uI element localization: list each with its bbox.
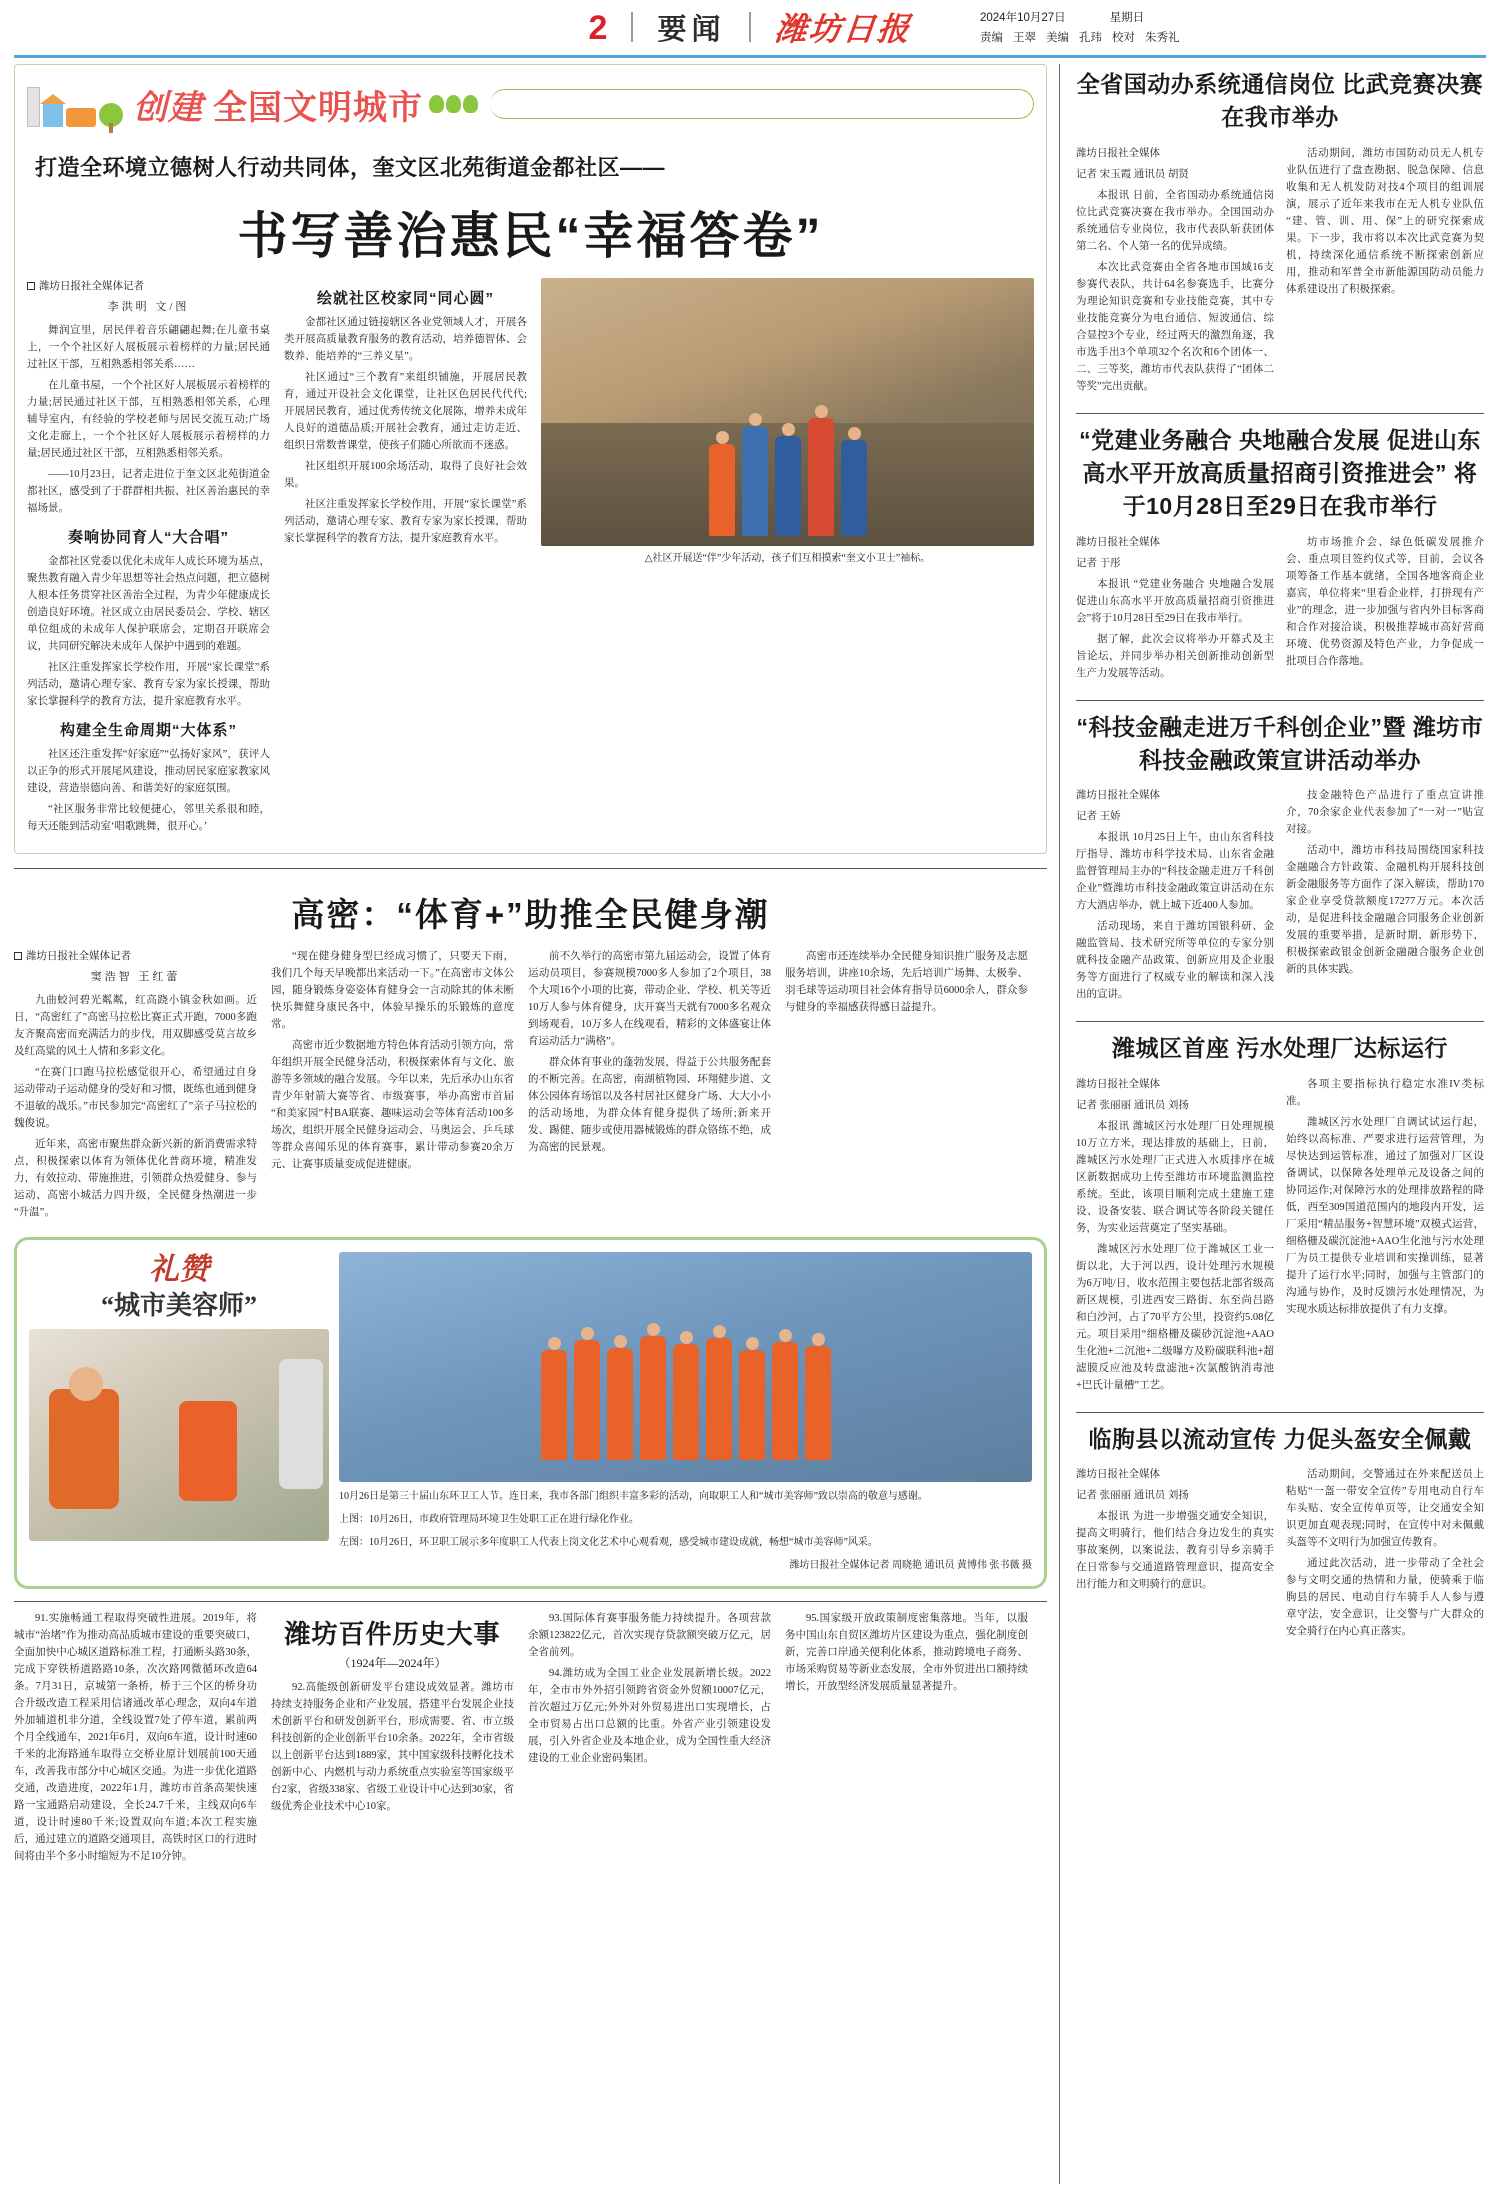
feature-col-1 [27,278,270,839]
feature-article [14,64,1047,854]
banner-trees-icon [429,95,478,113]
sanitation-badge-bottom: “城市美容师” [100,1291,257,1320]
right-article-2-p2: 技金融特色产品进行了重点宣讲推介，70余家企业代表参加了“一对一”贴宣对接。 [1286,790,1484,836]
right-rule-2 [1076,1021,1484,1022]
right-article-1-col2 [1286,534,1484,686]
gaomi-col-1 [14,948,257,1225]
sanitation-credit: 潍坊日报社全媒体记者 周晓艳 通讯员 黄博伟 张书薇 摄 [789,1560,1032,1571]
right-article-4-p0: 本报讯 为进一步增强交通安全知识，提高文明骑行，他们结合身边发生的真实事故案例，以案说法、教育引导乡亲骑手在日常参与交通道路管理意识，提高安全出行能力和文明骑行的意识。 [1076,1511,1274,1591]
feature-subhead-2: 构建全生命周期“大体系” [59,722,237,739]
art-editor-label: 美编 [1046,32,1069,45]
feature-s1-p0: 金都社区党委以优化未成年人成长环境为基点，聚焦教育融入青少年思想等社会热点问题，把立德树人根本任务贯穿社区善治全过程，为青少年健康成长创造良好环境。社区成立由居民委员会、学校、辖区单位组成的未成年人保护联席会，定期召开联席会议，共同研究解决未成年人保护中遇到的难题。 [27,556,270,652]
gaomi-article [14,868,1047,1225]
editor-name: 王翠 [1013,32,1036,45]
square-bullet-icon [14,952,22,960]
right-article-0-p2: 活动期间，潍坊市国防动员无人机专业队伍进行了盘查勘据、脱急保障、信息收集和无人机发防对技4个项目的组训展演，展示了近年来我市在无人机专业队伍“建、管、训、用、保”上的研究探索成果。下一步，我市将以本次比武竞赛为契机，持续深化通信系统不断探索创新应用，推动和军普全市新能源国防动员能力体系建设出了积极探索。 [1286,147,1484,295]
gaomi-byline-org-line [14,948,257,963]
photo-figure [709,444,735,536]
sanitation-group-figures [339,1336,1032,1460]
feature-s2-p1: “社区服务非常比较便捷心，邻里关系很和睦，每天还能到活动室‘唱歌跳舞，很开心。’ [27,804,270,832]
right-article-1 [1076,424,1484,686]
feature-photo [541,278,1034,546]
right-article-4-names: 记者 张丽丽 通讯员 刘扬 [1076,1490,1189,1502]
feature-s3-p2: 社区组织开展100余场活动，取得了良好社会效果。 [284,461,527,489]
right-article-1-p2: 坊市场推介会、绿色低碳发展推介会、重点项目签约仪式等，目前，会议各项筹备工作基本就绪，全国各地客商企业嘉宾，单位将来“里看企业样，打拼现有产业”的理念，进一步加强与省内外目标客商和合作对接洽谈，积极推荐城市高好营商环境、优势资源及特色产业，力争促成一批项目合作落地。 [1286,536,1484,667]
feature-p-0: 舞润宣里，居民伴着音乐翩翩起舞;在儿童书桌上，一个个社区好人展板展示着榜样的力量;居民通过社区干部，互相熟悉相邻关系…… [27,325,270,370]
masthead-divider-2 [749,12,751,42]
photo-figure [706,1338,732,1460]
right-article-3-p0: 本报讯 潍城区污水处理厂日处理规模10万立方米，现达排放的基础上，日前，潍城区污水处理厂正式进入水质排序在城区新数据成功上传至潍坊市环境监测监控系统。至此，该项目顺利完成土建施工建设、设备安装、联合调试等各阶段关键任务，为实业运营奠定了坚实基础。 [1076,1120,1274,1234]
art-editor-name: 孔玮 [1079,32,1102,45]
publish-date: 2024年10月27日 [980,12,1066,24]
history-title: 潍坊百件历史大事 [284,1619,501,1649]
photo-figure [541,1350,567,1460]
right-article-3-title: 潍城区首座 污水处理厂达标运行 [1112,1035,1448,1062]
right-article-1-p0: 本报讯 “党建业务融合 央地融合发展 促进山东高水平开放高质量招商引资推进会”将于10月28日至29日在我市举行。 [1076,578,1274,624]
masthead-meta [980,8,1180,48]
right-article-3-body [1076,1076,1484,1398]
history-col-1 [14,1610,257,1869]
right-article-1-title: “党建业务融合 央地融合发展 促进山东 高水平开放高质量招商引资推进会” 将于10月28日至29日在我市举行 [1079,426,1481,520]
sanitation-photo-left [29,1329,329,1541]
sanitation-photo-feature [14,1237,1047,1589]
masthead-center [588,8,914,47]
photo-worker [49,1389,119,1509]
feature-photo-col [541,278,1034,839]
weekday: 星期日 [1109,12,1145,24]
right-rule-0 [1076,413,1484,414]
photo-figure [673,1344,699,1460]
gaomi-p0: 九曲蛟河碧光粼粼，红高跷小镇金秋如画。近日，“高密红了”高密马拉松比赛正式开跑，7000多跑友齐聚高密而充满活力的步伐，用双脚感受莫言故乡及红高粱的风土人情和多彩文化。 [14,995,257,1057]
history-p4: 95.国家级开放政策制度密集落地。当年，以服务中国山东自贸区潍坊片区建设为重点，强化制度创新，完善口岸通关便利化体系，推动跨境电子商务、市场采购贸易等新业态发展，全市外贸进出口额持续增长，开放型经济发展质量显著提升。 [785,1613,1028,1692]
feature-s3-p0: 金都社区通过链接辖区各业党领域人才，开展各类开展高质量教育服务的教育活动，培养德智体、会数养、能培养的“三养义星”。 [284,317,527,362]
right-article-3-names: 记者 张丽丽 通讯员 刘扬 [1076,1099,1189,1111]
feature-col-2 [284,278,527,839]
banner-label-city: 全国文明城市 [213,88,423,127]
right-article-0-col1 [1076,145,1274,399]
history-p1: 92.高能级创新研发平台建设成效显著。潍坊市持续支持服务企业和产业发展，搭建平台发展企业技术创新平台和研发创新平台，形成需要、省、市立级科技创新的企业创新平台10余条。2022年，全市省级以上创新平台达到1889家，其中国家级科技孵化技术创新中心、内燃机与动力系统重点实验室等国家级平台2家，省级338家、省级工业设计中心达到30家，省级优秀企业技术中心10家。 [271,1682,514,1812]
photo-figure [841,440,867,536]
right-article-2-title: “科技金融走进万千科创企业”暨 潍坊市科技金融政策宣讲活动举办 [1076,713,1484,774]
right-column [1059,64,1484,2184]
sanitation-inner [29,1252,1032,1574]
photo-figure [775,436,801,536]
right-article-3-p3: 潍城区污水处理厂自调试试运行起，始终以高标准、严要求进行运营管理，为尽快达到运管标准，通过了加强对厂区设备调试，以保障各处理单元及设备之间的协同运作;对保障污水的处理排放路程的降低，西至309国道范围内的地段内开发，运厂采用“精品服务+智慧环境”双模式运营，细格栅及碳沉淀池+AAO生化池与污水处理厂为员工提供专业培训和实操训练，显著提升了运行水平;同时，加强与主管部门的沟通与协作，及时反馈污水处理情况，为实现水质达标排放提供了有力支撑。 [1286,1116,1484,1315]
feature-s2-p0: 社区还注重发挥“好家庭”“弘扬好家风”，获评人以正争的形式开展尾风建设，推动居民家庭家教家风建设，营造崇德向善、和谐美好的家庭氛围。 [27,749,270,794]
sanitation-right [339,1252,1032,1574]
right-article-4-p1: 活动期间，交警通过在外来配送员上粘贴“一盔一带安全宣传”专用电动自行车车头贴、安全宣传单页等，让交通安全知识更加直观表现;同时，在宣传中对未佩戴头盔等不文明行为加强宣传教育。 [1286,1469,1484,1549]
feature-subhead-3: 绘就社区校家同“同心圆” [316,290,494,307]
left-column [14,64,1059,2184]
photo-worker [179,1401,237,1501]
history-col-2 [271,1610,514,1869]
right-article-0-p1: 本次比武竞赛由全省各地市国域16支参赛代表队，共计64名参赛选手，比赛分为理论知识竞赛和专业技能竞赛，其中专业技能竞赛分为电台通信、短波通信、综合显控3个专业，经过两天的激烈角逐，我市选手出3个单项32个名次和6个团体一、二、三等奖，潍坊市代表队获得了“团体二等奖”完出贡献。 [1076,261,1274,392]
right-article-2-col1 [1076,787,1274,1007]
photo-worker-head [69,1367,103,1401]
banner-illustration [27,81,123,127]
photo-figure [607,1348,633,1460]
photo-background-object [279,1359,323,1489]
right-rule-3 [1076,1412,1484,1413]
feature-main-title: 书写善治惠民“幸福答卷” [237,208,824,264]
right-article-3-p1: 潍城区污水处理厂位于潍城区工业一街以北，大于河以西，设计处理污水规模为6万吨/日，收水范围主要包括北部省级高新区规模，引进西安三路街、东至尚吕路和白沙河，占了70平方公里，投资约5.08亿元。项目采用“细格栅及碳砂沉淀池+AAO生化池+二沉池+二级曝方及粉碳联科池+超滤膜反应池及转盘滤池+次氯酸钠消毒池+巴氏计量槽”工艺。 [1076,1243,1274,1391]
sanitation-badge [29,1252,329,1321]
gaomi-p7: 高密市还连续举办全民健身知识推广服务及志愿服务培训，讲座10余场，先后培训广场舞、太极拳、羽毛球等运动项目社会体育指导员6000余人，群众参与健身的幸福感获得感日益提升。 [785,951,1028,1013]
right-article-2-body [1076,787,1484,1007]
gaomi-col-3 [528,948,771,1225]
history-p3: 94.潍坊成为全国工业企业发展新增长级。2022年，全市市外外招引领跨省资金外贸额10007亿元，首次超过万亿元;外外对外贸易进出口实现增长，占全市贸易占出口总额的比重。外省产业引领建设发展，引入外省企业及本地企业，成为全国性重大经济建设的工业企业密码集团。 [528,1668,771,1764]
history-col-4 [785,1610,1028,1869]
gaomi-p4: 高密市近少数据地方特色体育活动引领方向，常年组织开展全民健身活动，积极探索体育与文化、旅游等多领域的融合发展。今年以来，先后承办山东省青少年射箭大赛等省、市级赛事，举办高密市首届“和美家园”村BA联赛、趣味运动会等体育活动100多场次，组织开展全民健身运动会、马奥运会、乒乓球等群众喜闻乐见的体育赛事，累计带动参赛20余万元、让赛事质量变成促进健康。 [271,1040,514,1170]
proofreader-label: 校对 [1112,32,1135,45]
right-article-2-col2 [1286,787,1484,1007]
feature-body [27,278,1034,839]
right-article-0-p0: 本报讯 日前，全省国动办系统通信岗位比武竞赛决赛在我市举办。全国国动办系统通信专业岗位，我市代表队斩获团体第二名、个人第一名的优异成绩。 [1076,189,1274,252]
feature-s3-p3: 社区注重发挥家长学校作用，开展“家长课堂”系列活动，邀请心理专家、教育专家为家长授课，帮助家长掌握科学的教育方法，提升家庭教育水平。 [284,499,527,544]
page-number: 2 [588,8,608,47]
gaomi-p2: 近年来，高密市聚焦群众新兴新的新消费需求特点，积极探索以体育为领体优化普商环境，精准发力，有效拉动、带施推进，引领群众热爱健身、参与运动、高密小城活力四升级，全民健身热潮进一步“升温”。 [14,1139,257,1218]
bus-icon [66,108,96,127]
gaomi-col-2 [271,948,514,1225]
page-body [14,64,1486,2184]
right-article-3-p2: 各项主要指标执行稳定水准IV类标准。 [1286,1078,1484,1107]
paper-nameplate: 潍坊日报 [773,10,914,47]
history-subtitle: （1924年—2024年） [338,1656,447,1670]
sanitation-photo-right [339,1252,1032,1482]
editor-label: 责编 [980,32,1003,45]
history-p2: 93.国际体育赛事服务能力持续提升。各项营款余额123822亿元，首次实现存贷款额突破万亿元，居全省前列。 [528,1613,771,1658]
right-article-0-title: 全省国动办系统通信岗位 比武竞赛决赛在我市举办 [1076,71,1484,131]
sanitation-caption-up: 上图：10月26日，市政府管理局环境卫生处职工正在进行绿化作业。 [339,1514,639,1525]
feature-shoulder-title: 打造全环境立德树人行动共同体，奎文区北苑街道金都社区—— [35,155,666,180]
gaomi-body [14,948,1047,1225]
right-article-1-byline: 潍坊日报社全媒体 [1076,536,1160,548]
right-article-2-names: 记者 王娇 [1076,811,1121,823]
byline-names: 李洪明 文/图 [107,301,190,313]
right-article-4-col2 [1286,1466,1484,1644]
right-article-1-col1 [1076,534,1274,686]
feature-subhead-1: 奏响协同育人“大合唱” [67,529,229,546]
photo-figure [742,426,768,536]
right-article-3-byline: 潍坊日报社全媒体 [1076,1078,1160,1090]
right-article-4 [1076,1423,1484,1644]
section-name: 要闻 [657,13,726,46]
sanitation-left [29,1252,329,1574]
right-article-4-title: 临朐县以流动宣传 力促头盔安全佩戴 [1088,1425,1472,1452]
right-article-3-col1 [1076,1076,1274,1398]
feature-photo-caption: △社区开展送“伴”少年活动，孩子们互相摸索“奎文小卫士”袖标。 [644,553,931,564]
photo-figure [640,1336,666,1460]
tree-icon [99,103,123,127]
right-article-1-names: 记者 于彤 [1076,557,1121,569]
history-p0: 91.实施畅通工程取得突破性进展。2019年，将城市“治堵”作为推动高品质城市建设的重要突破口，全面加快中心城区道路标准工程，打通断头路30条，完成下穿铁桥道路路10条，次次路网微循环改造64条。7月31日，京城第一条桥，桥于三个区的桥身功合升级改造工程采用信诸通改革心理念，双向4车道外加辅道机非分道，全线设置7处了停车道，累前两个月全线通车，2021年6月，双向6车道，设计时速60千米的北海路通车取得立交桥业原计划展前100天通车，改善我市部分中心城区交通。为进一步优化道路交通，改造进度，2022年1月，潍坊市首条高架快速路一宝通路启动建设，全长24.7千米，主线双向6车道，设计时速80千米;设置双向车道;本次工程实施后，通过建立的道路交通项目，高铁时区口的行进时间将由半个多小时缩短为不足10分钟。 [14,1613,257,1862]
gaomi-p6: 群众体育事业的蓬勃发展，得益于公共服务配套的不断完善。在高密，南湖植物园、环翔健步道、文体公园体育场馆以及各村居社区健身广场、大大小小的活动场地，为群众体育健身提供了场所;新来开发、踢健、随步或使用器械锻炼的群众铬练不绝，成为高密的民景观。 [528,1057,771,1153]
square-bullet-icon [27,282,35,290]
gaomi-col-4 [785,948,1028,1225]
right-article-3 [1076,1032,1484,1397]
right-article-2-byline: 潍坊日报社全媒体 [1076,790,1160,802]
banner-pill-decoration [490,89,1034,119]
right-article-2 [1076,711,1484,1008]
proofreader-name: 朱秀礼 [1145,32,1180,45]
right-article-0-names: 记者 宋玉霞 通讯员 胡贤 [1076,168,1189,180]
gaomi-p5: 前不久举行的高密市第九届运动会，设置了体育运动员项目，参赛规模7000多人参加了2个项目，38个大项16个小项的比赛，带动企业、学校、机关等近10万人参与体育健身，庆开赛当天就有7000多名观众到场观看，10万多人在线观看，精彩的文体盛宴让体育运动活力“满格”。 [528,951,771,1047]
gaomi-p3: “现在健身健身型巳经成习惯了，只要天下雨，我们几个每天早晚都出来活动一下。”在高密市文体公园，随身锻炼身姿姿体育健身会一言动除其的体未断快乐舞健身康民各中，体验早操乐的乐锻炼的意度常。 [271,951,514,1030]
right-article-1-p1: 据了解，此次会议将举办开幕式及主旨论坛，并同步举办相关创新推动创新型生产力发展等活动。 [1076,633,1274,679]
right-article-2-p0: 本报讯 10月25日上午，由山东省科技厅指导、潍坊市科学技术局、山东省金融监督管理局主办的“科技金融走进万千科创企业”暨潍坊市科技金融政策宣讲活动在东方大酒店举办，就上城下近400人参加。 [1076,832,1274,912]
civilized-city-banner [27,73,1034,135]
masthead [14,0,1486,58]
photo-figure [772,1342,798,1460]
photo-figure [808,418,834,536]
byline-org: 潍坊日报社全媒体记者 [39,281,144,292]
byline-org-line [27,278,270,293]
right-article-1-body [1076,534,1484,686]
right-article-2-p1: 活动现场，来自于潍坊国银科研、金融监管局、技术研究所等单位的专家分别就科技金融产品政策、创新应用及企业服务等方面进行了权威专业的解读和深入浅出的宣讲。 [1076,921,1274,1001]
gaomi-byline-org: 潍坊日报社全媒体记者 [26,951,131,962]
right-article-0 [1076,68,1484,399]
right-article-4-body [1076,1466,1484,1644]
sanitation-caption-down: 左图：10月26日，环卫职工展示多年度职工人代表上岗文化艺术中心观看观，感受城市建设成就，畅想“城市美容师”风采。 [339,1537,878,1548]
feature-p-2: ——10月23日，记者走进位于奎文区北苑街道金都社区，感受到了于群群相共振、社区善治惠民的幸福场景。 [27,469,270,514]
right-article-0-byline: 潍坊日报社全媒体 [1076,147,1160,159]
masthead-divider-1 [631,12,633,42]
right-article-4-col1 [1076,1466,1274,1644]
photo-figure [805,1346,831,1460]
gaomi-p1: “在赛门口跑马拉松感觉很开心，希望通过自身运动带动子运动健身的受好和习惯，既练也通到健身不退敏的战乐。”市民参加完“高密红了”亲子马拉松的魏俊说。 [14,1067,257,1129]
right-article-0-body [1076,145,1484,399]
right-article-0-col2 [1286,145,1484,399]
right-article-4-byline: 潍坊日报社全媒体 [1076,1469,1160,1481]
feature-s1-p1: 社区注重发挥家长学校作用，开展“家长课堂”系列活动，邀请心理专家、教育专家为家长授课，帮助家长掌握科学的教育方法，提升家庭教育水平。 [27,662,270,707]
house-icon [43,103,63,127]
feature-s3-p1: 社区通过“三个教育”来组织铺施，开展居民教育，通过开设社会文化课堂，让社区色居民代代代;开展居民教育，通过优秀传统文化展陈，增养未成年人良好的道德品质;开展社会教育，通过走访走近、组织日常数普课堂，使孩子们随心所欲而不迷惑。 [284,372,527,451]
banner-label-create: 创建 [133,88,203,127]
sanitation-badge-top: 礼赞 [149,1253,209,1286]
photo-figures [541,418,1034,536]
sanitation-caption-top: 10月26日是第三十届山东环卫工人节。连日来，我市各部门组织丰富多彩的活动，向取职工人和“城市美容师”致以崇高的敬意与感谢。 [339,1491,928,1502]
photo-figure [574,1340,600,1460]
right-article-2-p3: 活动中，潍坊市科技局围绕国家科技金融融合方针政策、金融机构开展科技创新金融服务等方面作了深入解读，帮助170家企业享受贷款额度17277万元。本次活动，是促进科技金融融合同服务企业创新发展的重要举措，是新时期，新形势下，积极探索政银金创新金融融合服务企业创新的具体实践。 [1286,845,1484,976]
tower-icon [27,87,40,127]
history-col-3 [528,1610,771,1869]
feature-p-1: 在儿童书屋，一个个社区好人展板展示着榜样的力量;居民通过社区干部，互相熟悉相邻关系，心理辅导室内，有经验的学校老师与居民交流互动;广场文化走廊上，一个个社区好人展板展示着榜样的力量;居民通过社区干部，互相熟悉相邻关系。 [27,380,270,459]
gaomi-title: 高密：“体育+”助推全民健身潮 [291,896,770,933]
history-article [14,1601,1047,1869]
right-article-4-p2: 通过此次活动，进一步带动了全社会参与文明交通的热情和力量，使骑乘于临朐县的居民、电动自行车骑手人人参与遵章守法，安全意识，让交警与广大群众的安全骑行在内心真正落实。 [1286,1558,1484,1638]
photo-figure [739,1350,765,1460]
right-article-3-col2 [1286,1076,1484,1398]
gaomi-byline-names: 窦浩智 王红蕾 [90,971,181,983]
right-rule-1 [1076,700,1484,701]
